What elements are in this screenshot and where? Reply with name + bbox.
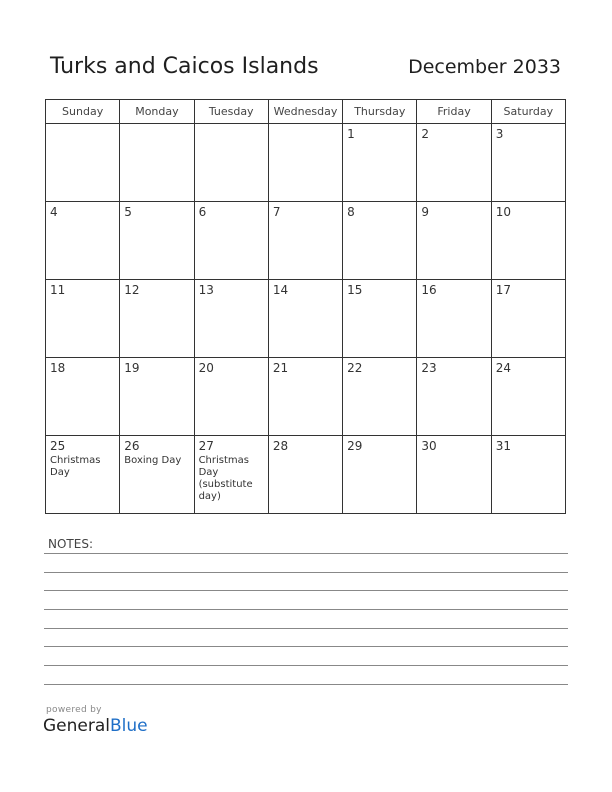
calendar-week-row — [46, 436, 566, 514]
weekday-monday: Monday — [120, 100, 194, 124]
day-number: 2 — [421, 127, 430, 141]
calendar-day-cell — [343, 202, 417, 280]
calendar-day-cell — [268, 358, 342, 436]
calendar-day-cell — [46, 358, 120, 436]
day-number: 21 — [272, 361, 289, 375]
day-number: 24 — [495, 361, 511, 375]
calendar-day-cell — [343, 436, 417, 514]
day-number: 12 — [124, 283, 140, 297]
calendar-day-cell — [343, 358, 417, 436]
day-number: 22 — [347, 361, 363, 375]
calendar-week-row — [46, 124, 566, 202]
calendar-day-cell — [268, 436, 342, 514]
note-line — [44, 590, 568, 591]
weekday-wednesday: Wednesday — [268, 100, 342, 124]
brand-blue-text: Blue — [110, 716, 148, 736]
calendar-day-cell — [194, 436, 268, 514]
day-number: 30 — [421, 439, 437, 453]
day-number: 20 — [198, 361, 214, 375]
day-number: 27 — [198, 439, 214, 453]
day-number: 9 — [421, 205, 430, 219]
generalblue-logo — [43, 716, 148, 736]
calendar-day-cell — [417, 202, 491, 280]
brand-general-text: General — [43, 716, 110, 736]
day-number: 23 — [421, 361, 437, 375]
note-line — [44, 609, 568, 610]
note-line — [44, 665, 568, 666]
calendar-day-cell — [491, 358, 565, 436]
day-number: 16 — [421, 283, 437, 297]
calendar-day-cell — [343, 124, 417, 202]
calendar-day-cell — [491, 202, 565, 280]
weekday-friday: Friday — [417, 100, 491, 124]
calendar-week-row — [46, 280, 566, 358]
note-line — [44, 572, 568, 573]
calendar-day-cell — [194, 124, 268, 202]
day-number: 29 — [347, 439, 363, 453]
calendar-day-cell — [268, 280, 342, 358]
calendar-day-cell — [268, 202, 342, 280]
day-number: 14 — [272, 283, 289, 297]
calendar-day-cell — [120, 124, 194, 202]
weekday-tuesday: Tuesday — [194, 100, 268, 124]
day-number: 3 — [495, 127, 504, 141]
calendar-day-cell — [194, 202, 268, 280]
day-number: 4 — [50, 205, 58, 219]
note-line — [44, 684, 568, 685]
day-number: 6 — [198, 205, 207, 219]
calendar-day-cell — [46, 280, 120, 358]
calendar-day-cell — [46, 124, 120, 202]
calendar-day-cell — [120, 202, 194, 280]
day-number: 17 — [495, 283, 511, 297]
calendar-day-cell — [194, 280, 268, 358]
calendar-day-cell — [120, 280, 194, 358]
calendar-day-cell — [417, 280, 491, 358]
holiday-label: Christmas Day — [50, 455, 101, 478]
notes-label: NOTES: — [48, 537, 93, 551]
calendar-country-title: Turks and Caicos Islands — [50, 54, 319, 79]
calendar-day-cell — [120, 358, 194, 436]
calendar-month-title: December 2033 — [408, 56, 561, 78]
day-number: 19 — [124, 361, 140, 375]
day-number: 15 — [347, 283, 363, 297]
day-number: 5 — [124, 205, 132, 219]
note-line — [44, 628, 568, 629]
calendar-day-cell — [491, 280, 565, 358]
day-number: 25 — [50, 439, 66, 453]
calendar-day-cell — [343, 280, 417, 358]
calendar-grid — [45, 99, 566, 514]
calendar-week-row — [46, 202, 566, 280]
day-number: 11 — [50, 283, 66, 297]
calendar-day-cell — [120, 436, 194, 514]
calendar-day-cell — [268, 124, 342, 202]
weekday-thursday: Thursday — [343, 100, 417, 124]
day-number: 10 — [495, 205, 511, 219]
calendar-day-cell — [491, 436, 565, 514]
note-line — [44, 553, 568, 554]
holiday-label: Boxing Day — [124, 455, 182, 466]
calendar-day-cell — [417, 124, 491, 202]
day-number: 31 — [495, 439, 511, 453]
weekday-sunday: Sunday — [46, 100, 120, 124]
day-number: 26 — [124, 439, 140, 453]
calendar-day-cell — [46, 202, 120, 280]
weekday-header-row — [46, 100, 566, 124]
calendar-day-cell — [491, 124, 565, 202]
day-number: 7 — [272, 205, 281, 219]
holiday-label: Christmas Day (substitute day) — [198, 455, 253, 502]
weekday-saturday: Saturday — [491, 100, 565, 124]
day-number: 8 — [347, 205, 355, 219]
day-number: 13 — [198, 283, 214, 297]
powered-by-text: powered by — [46, 705, 102, 715]
calendar-day-cell — [194, 358, 268, 436]
calendar-day-cell — [46, 436, 120, 514]
day-number: 28 — [272, 439, 289, 453]
day-number: 18 — [50, 361, 66, 375]
day-number: 1 — [347, 127, 355, 141]
calendar-week-row — [46, 358, 566, 436]
calendar-day-cell — [417, 358, 491, 436]
note-line — [44, 646, 568, 647]
calendar-day-cell — [417, 436, 491, 514]
